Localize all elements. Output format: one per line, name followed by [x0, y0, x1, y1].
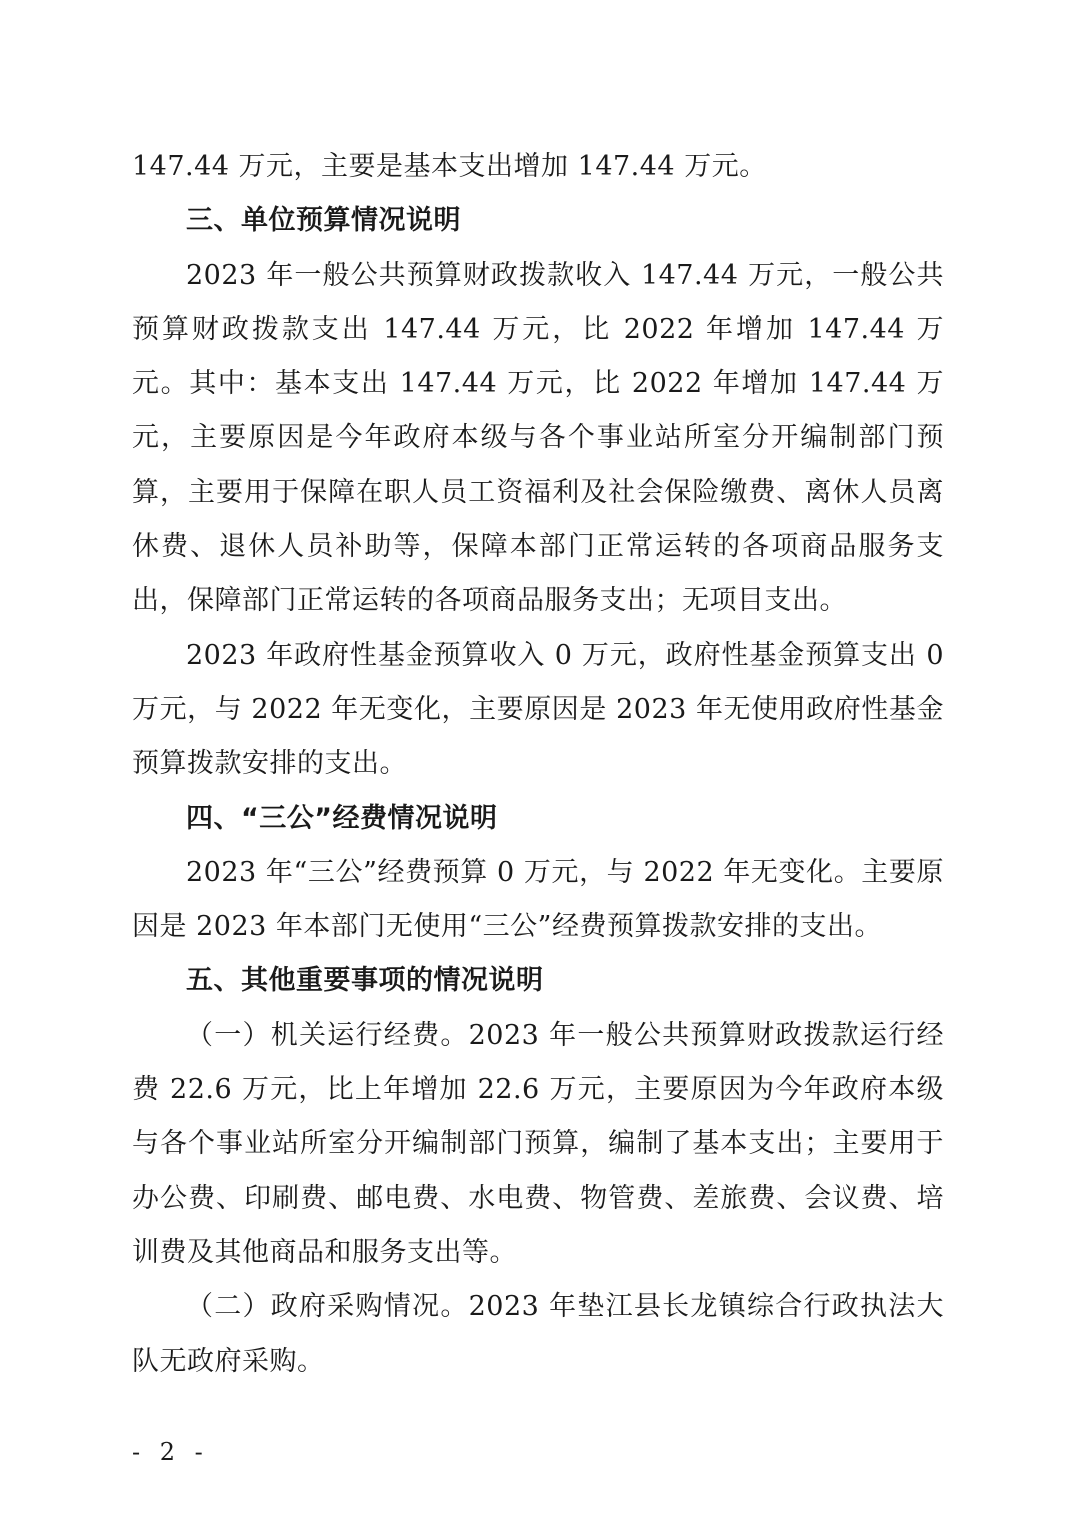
- paragraph-general-budget: 2023 年一般公共预算财政拨款收入 147.44 万元，一般公共预算财政拨款支出 147.44 万元，比 2022 年增加 147.44 万元。其中：基本支出 147.44 万元，比 2022 年增加 147.44 万元，主要原因是今年政府本级与各个事业站所室分开编制部门预算，主要用于保障在职人员工资福利及社会保险缴费、离休人员离休费、退休人员补助等，保障本部门正常运转的各项商品服务支出，保障部门正常运转的各项商品服务支出；无项目支出。: [132, 259, 944, 617]
- paragraph-government-procurement: （二）政府采购情况。2023 年垫江县长龙镇综合行政执法大队无政府采购。: [132, 1291, 944, 1377]
- section-heading-unit-budget: 三、单位预算情况说明: [186, 205, 461, 237]
- section-heading-three-public: 四、“三公”经费情况说明: [186, 802, 498, 834]
- document-body: [132, 140, 944, 1389]
- page-number: - 2 -: [132, 1438, 209, 1466]
- paragraph-operating-expenses: （一）机关运行经费。2023 年一般公共预算财政拨款运行经费 22.6 万元，比上年增加 22.6 万元，主要原因为今年政府本级与各个事业站所室分开编制部门预算，编制了基本支出；主要用于办公费、印刷费、邮电费、水电费、物管费、差旅费、会议费、培训费及其他商品和服务支出等。: [132, 1019, 944, 1268]
- paragraph-continuation: 147.44 万元，主要是基本支出增加 147.44 万元。: [132, 151, 767, 182]
- paragraph-government-fund: 2023 年政府性基金预算收入 0 万元，政府性基金预算支出 0 万元，与 2022 年无变化，主要原因是 2023 年无使用政府性基金预算拨款安排的支出。: [132, 639, 944, 780]
- section-heading-other-matters: 五、其他重要事项的情况说明: [186, 965, 544, 997]
- paragraph-three-public: 2023 年“三公”经费预算 0 万元，与 2022 年无变化。主要原因是 2023 年本部门无使用“三公”经费预算拨款安排的支出。: [132, 856, 944, 943]
